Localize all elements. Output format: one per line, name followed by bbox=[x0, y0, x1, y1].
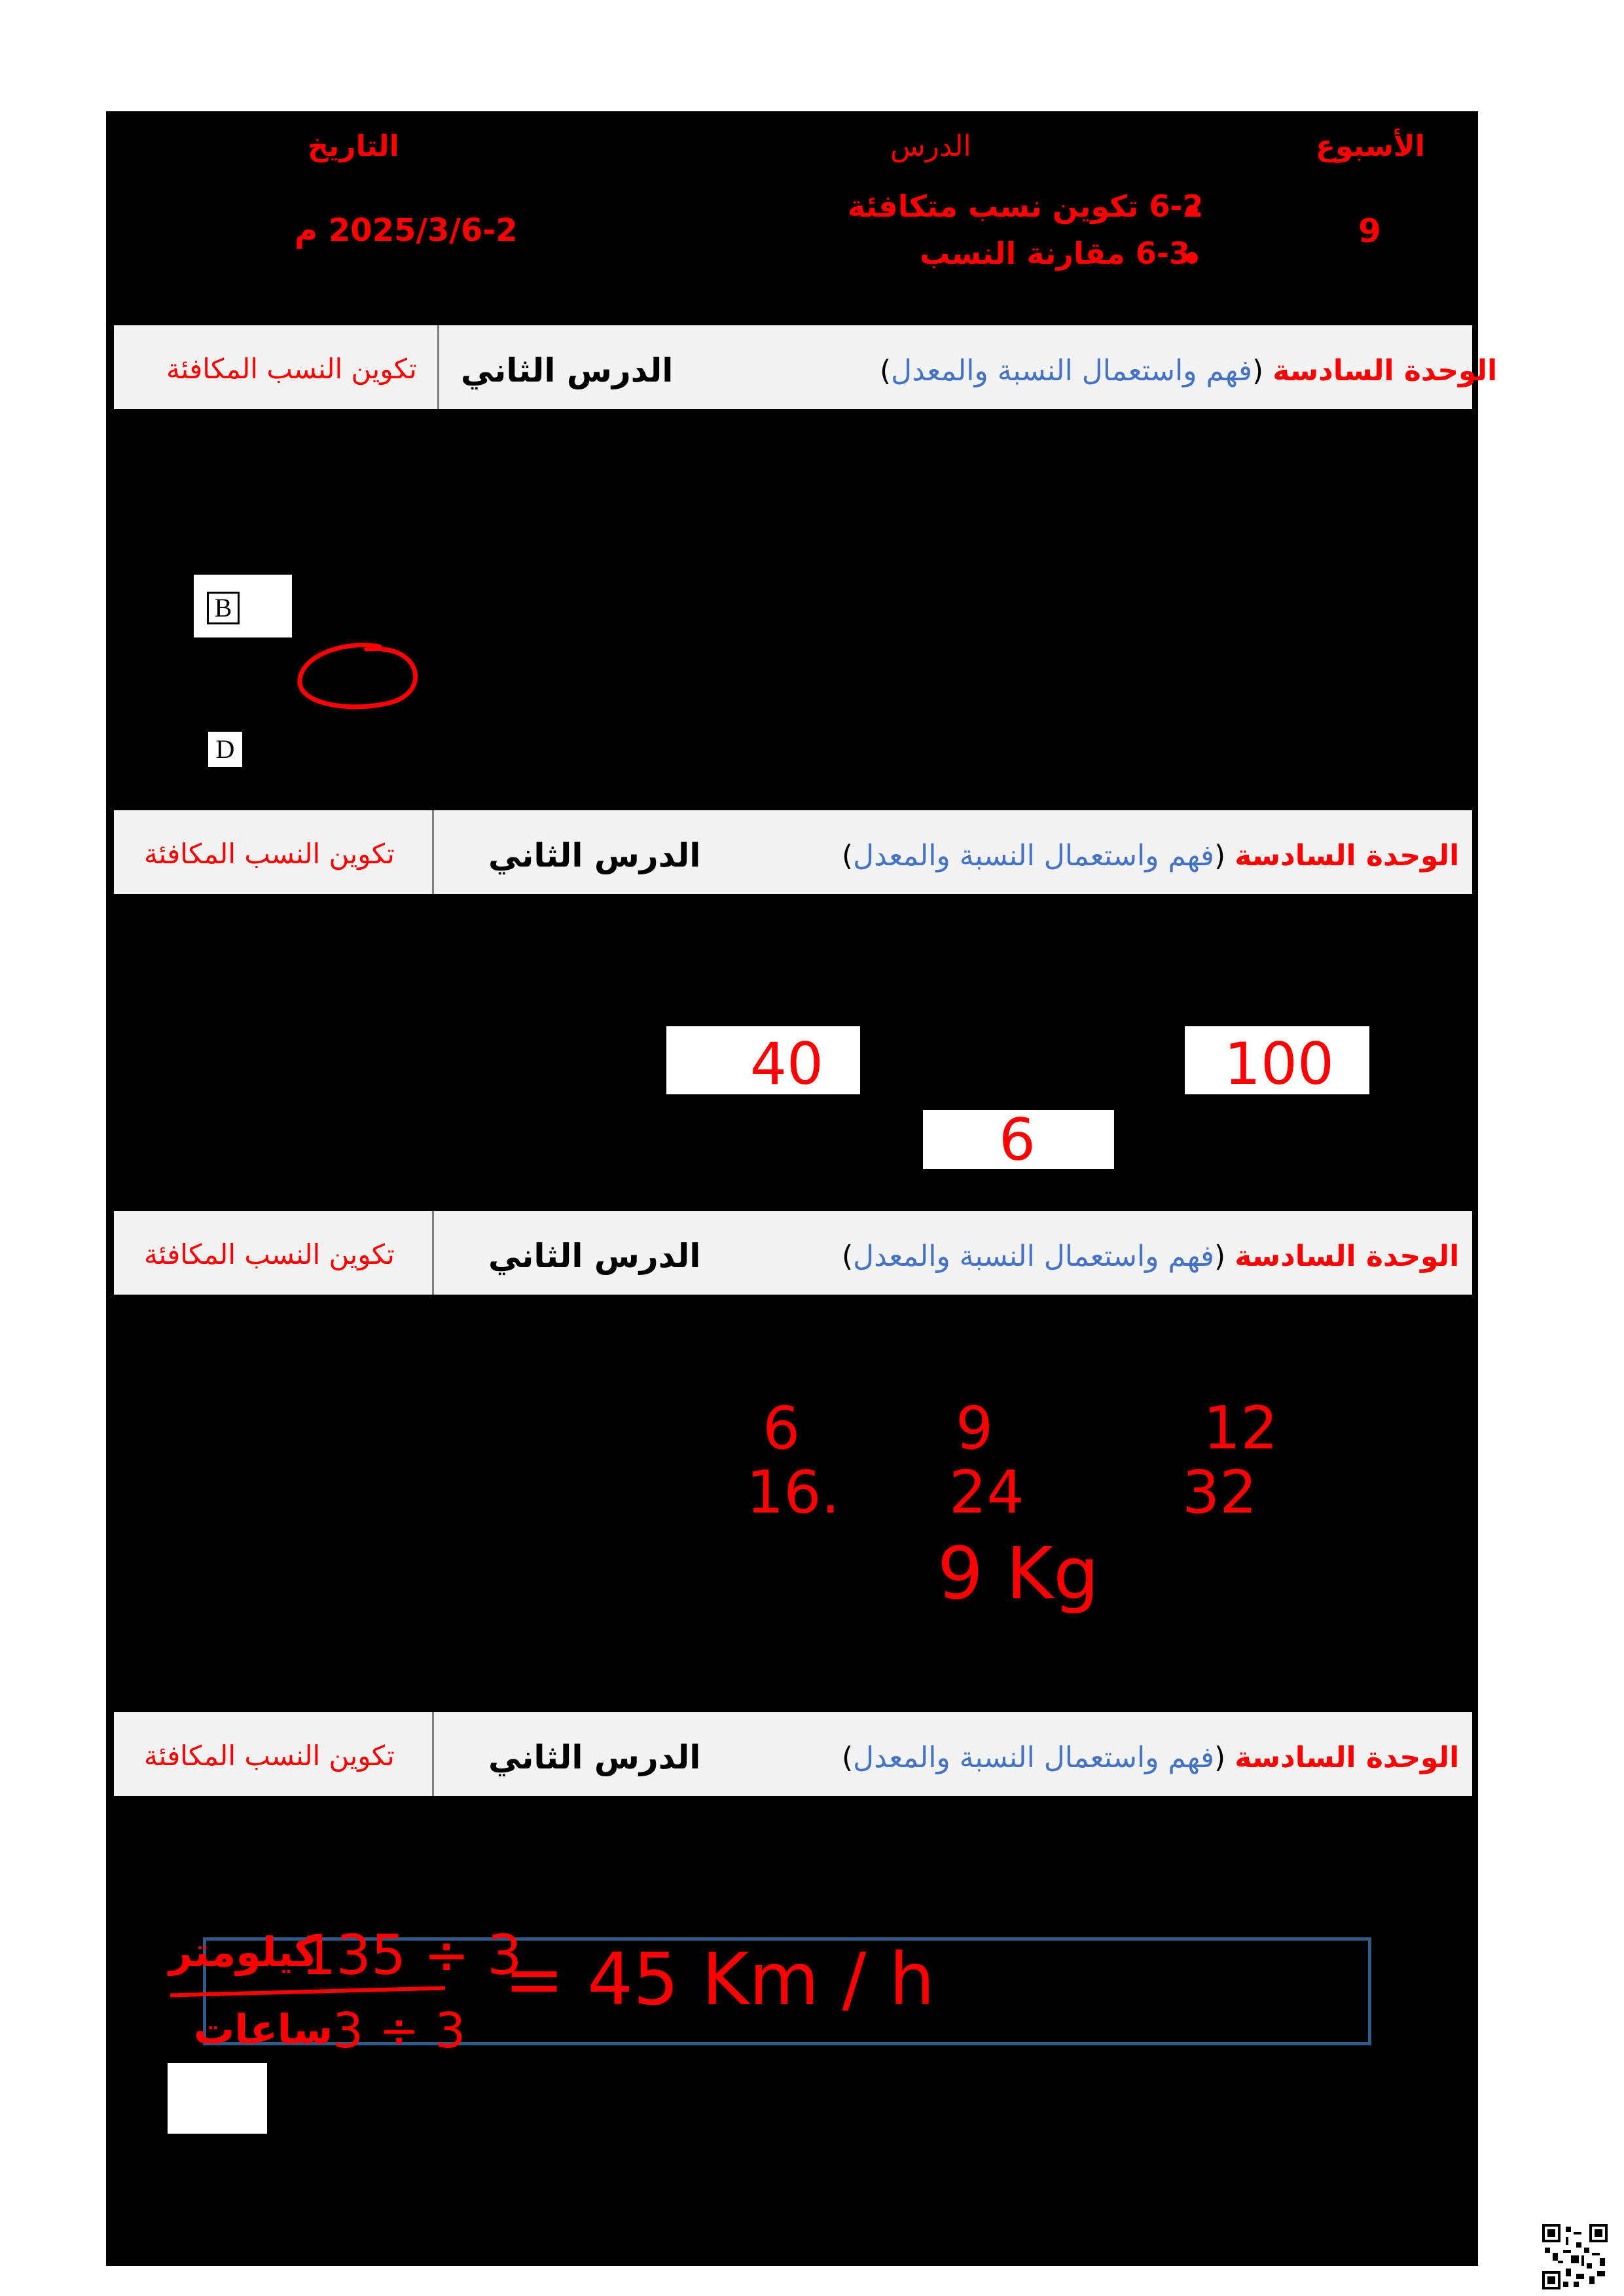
unit-subtitle: فهم واستعمال النسبة والمعدل bbox=[853, 839, 1215, 872]
topic-title: تكوين النسب المكافئة bbox=[144, 1238, 395, 1270]
divider bbox=[432, 1712, 434, 1796]
topic-title: تكوين النسب المكافئة bbox=[144, 1740, 395, 1772]
handwritten-denominator: 24 bbox=[949, 1458, 1024, 1527]
lesson-title: الدرس الثاني bbox=[461, 351, 674, 389]
handwritten-answer: 100 bbox=[1224, 1030, 1334, 1098]
paren: ) bbox=[880, 354, 892, 387]
handwritten-denominator: 32 bbox=[1182, 1458, 1257, 1527]
unit-header-band bbox=[114, 325, 1498, 409]
unit-title bbox=[842, 839, 1459, 872]
unit-name: الوحدة السادسة bbox=[1235, 1240, 1460, 1273]
answer-box[interactable] bbox=[1185, 1026, 1369, 1098]
answer-box[interactable] bbox=[923, 1106, 1114, 1174]
paren: ( bbox=[1214, 1240, 1226, 1273]
paren: ) bbox=[842, 1240, 854, 1273]
choice-b[interactable]: B bbox=[207, 592, 240, 624]
topic-title: تكوين النسب المكافئة bbox=[144, 838, 395, 870]
answer-box-b bbox=[194, 575, 292, 637]
lesson-title: الدرس الثاني bbox=[488, 1738, 701, 1776]
unit-title bbox=[842, 1741, 1459, 1774]
paren: ( bbox=[1214, 839, 1226, 872]
week-value: 9 bbox=[1358, 212, 1381, 250]
lesson-label: الدرس bbox=[890, 130, 971, 163]
week-label: الأسبوع bbox=[1316, 130, 1425, 163]
unit-title bbox=[880, 354, 1497, 387]
handwritten-denominator: 16. bbox=[746, 1458, 840, 1527]
qr-code-icon bbox=[1542, 2224, 1608, 2289]
handwritten-numerator: 12 bbox=[1203, 1394, 1278, 1463]
choice-d[interactable]: D bbox=[215, 734, 235, 764]
paren: ( bbox=[1214, 1741, 1226, 1774]
handwritten-numerator: 6 bbox=[763, 1394, 801, 1463]
unit-name: الوحدة السادسة bbox=[1235, 1741, 1460, 1774]
blank-box bbox=[168, 2063, 267, 2134]
answer-box[interactable] bbox=[666, 1026, 860, 1098]
lesson-item-1: 6-2 تكوين نسب متكافئة bbox=[848, 188, 1204, 224]
unit-title bbox=[842, 1240, 1459, 1273]
unit-header-band bbox=[114, 810, 1472, 894]
paren: ) bbox=[842, 839, 854, 872]
unit-subtitle: فهم واستعمال النسبة والمعدل bbox=[853, 1240, 1215, 1273]
selection-circle-mark bbox=[288, 635, 432, 720]
denominator-word: ساعات bbox=[194, 2005, 333, 2053]
paren: ( bbox=[1252, 354, 1264, 387]
lesson-title: الدرس الثاني bbox=[488, 836, 701, 874]
divider bbox=[437, 325, 439, 409]
handwritten-numerator: 135 ÷ 3 bbox=[301, 1923, 522, 1987]
date-label: التاريخ bbox=[308, 130, 399, 163]
divider bbox=[432, 1211, 434, 1295]
handwritten-answer: 9 Kg bbox=[937, 1532, 1099, 1615]
topic-title: تكوين النسب المكافئة bbox=[166, 353, 417, 385]
unit-subtitle: فهم واستعمال النسبة والمعدل bbox=[891, 354, 1253, 387]
unit-header-band bbox=[114, 1712, 1472, 1796]
paren: ) bbox=[842, 1741, 854, 1774]
handwritten-answer: 40 bbox=[750, 1030, 823, 1098]
numerator-word: كيلومتر bbox=[169, 1928, 318, 1976]
unit-name: الوحدة السادسة bbox=[1235, 839, 1460, 872]
handwritten-answer: 6 bbox=[999, 1106, 1036, 1174]
handwritten-result: = 45 Km / h bbox=[504, 1937, 935, 2021]
date-value: 2025/3/6-2 م bbox=[295, 212, 518, 249]
lesson-title: الدرس الثاني bbox=[488, 1237, 701, 1275]
handwritten-numerator: 9 bbox=[956, 1394, 994, 1463]
unit-header-band bbox=[114, 1211, 1472, 1295]
unit-name: الوحدة السادسة bbox=[1272, 354, 1498, 387]
divider bbox=[432, 810, 434, 894]
unit-subtitle: فهم واستعمال النسبة والمعدل bbox=[853, 1741, 1215, 1774]
answer-box-d bbox=[208, 732, 242, 767]
lesson-item-2: 6-3 مقارنة النسب bbox=[920, 236, 1190, 271]
handwritten-denominator: 3 ÷ 3 bbox=[333, 2003, 466, 2059]
